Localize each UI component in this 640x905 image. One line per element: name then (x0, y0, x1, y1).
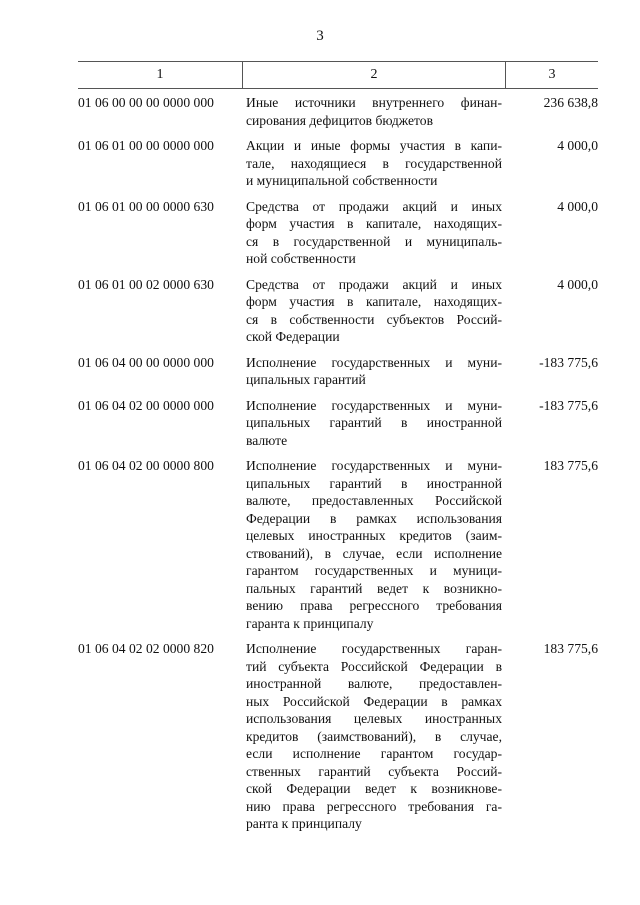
amount: -183 775,6 (539, 397, 598, 413)
description-line: пальных гарантий ведет к возникно- (246, 580, 502, 596)
description-line: Исполнение государственных гаран- (246, 641, 502, 656)
description (246, 640, 502, 833)
table-row (78, 640, 598, 833)
budget-code: 01 06 00 00 00 0000 000 (78, 95, 214, 110)
budget-code: 01 06 01 00 02 0000 630 (78, 276, 214, 292)
table-row (78, 94, 598, 129)
description-line: ципальных гарантий в иностранной (246, 475, 502, 491)
description-line: ных Российской Федерации в рамках (246, 693, 502, 709)
budget-code: 01 06 01 00 00 0000 630 (78, 198, 214, 214)
description-line: ной собственности (246, 251, 356, 266)
amount: 4 000,0 (557, 198, 598, 214)
description-line: Средства от продажи акций и иных (246, 276, 502, 292)
budget-code: 01 06 01 00 00 0000 000 (78, 138, 214, 153)
description-line: ственных гарантий субъекта Россий- (246, 763, 502, 779)
budget-code: 01 06 04 02 00 0000 000 (78, 397, 214, 413)
budget-code: 01 06 04 02 00 0000 800 (78, 458, 214, 473)
description-line: нию права регрессного требования га- (246, 798, 502, 814)
table-row (78, 354, 598, 389)
description (246, 198, 502, 268)
budget-code: 01 06 04 00 00 0000 000 (78, 354, 214, 370)
description-line: валюте, предоставленных Российской (246, 493, 502, 508)
table-row (78, 276, 598, 346)
budget-code: 01 06 04 02 02 0000 820 (78, 641, 214, 656)
description (246, 354, 502, 389)
description-line: гаранта к принципалу (246, 615, 374, 631)
description-line: тий субъекта Российской Федерации в (246, 658, 502, 674)
description (246, 397, 502, 450)
table-body (78, 94, 598, 841)
description (246, 94, 502, 129)
table-row (78, 137, 598, 190)
page-number: 3 (316, 28, 324, 44)
description (246, 276, 502, 346)
description-line: использования целевых иностранных (246, 711, 502, 726)
description-line: ся в государственной и муниципаль- (246, 233, 502, 249)
description-line: кредитов (заимствований), в случае, (246, 728, 502, 744)
description-line: целевых иностранных кредитов (заим- (246, 528, 502, 543)
description-line: ципальных гарантий (246, 372, 366, 387)
description-line: гарантом государственных и муници- (246, 563, 502, 578)
amount: 4 000,0 (557, 138, 598, 153)
column-header-1: 1 (156, 67, 164, 82)
column-header-2: 2 (242, 62, 506, 88)
description-line: ранта к принципалу (246, 816, 362, 831)
description-line: Исполнение государственных и муни- (246, 458, 502, 473)
amount: 183 775,6 (543, 458, 598, 473)
description-line: ципальных гарантий в иностранной (246, 415, 502, 430)
description-line: иностранной валюте, предоставлен- (246, 676, 502, 691)
description-line: ствований), в случае, если исполнение (246, 545, 502, 561)
description-line: Иные источники внутреннего финан- (246, 95, 502, 110)
description-line: вению права регрессного требования (246, 598, 502, 613)
description-line: сирования дефицитов бюджетов (246, 112, 434, 128)
description (246, 137, 502, 190)
description-line: ской Федерации (246, 329, 340, 344)
description-line: Федерации в рамках использования (246, 510, 502, 526)
table-header (78, 61, 598, 89)
amount: 4 000,0 (557, 276, 598, 292)
description-line: Средства от продажи акций и иных (246, 198, 502, 214)
amount: 236 638,8 (543, 95, 598, 110)
description-line: Акции и иные формы участия в капи- (246, 138, 502, 153)
description-line: Исполнение государственных и муни- (246, 397, 502, 413)
amount: 183 775,6 (543, 641, 598, 656)
description-line: ской Федерации ведет к возникнове- (246, 781, 502, 796)
description-line: форм участия в капитале, находящих- (246, 294, 502, 309)
table-row (78, 198, 598, 268)
description-line: ся в собственности субъектов Россий- (246, 311, 502, 327)
table-row (78, 457, 598, 632)
description (246, 457, 502, 632)
amount: -183 775,6 (539, 354, 598, 370)
description-line: Исполнение государственных и муни- (246, 354, 502, 370)
description-line: и муниципальной собственности (246, 173, 438, 188)
description-line: форм участия в капитале, находящих- (246, 216, 502, 231)
table-row (78, 397, 598, 450)
description-line: тале, находящиеся в государственной (246, 155, 502, 171)
column-header-3: 3 (548, 67, 556, 82)
description-line: валюте (246, 432, 288, 448)
description-line: если исполнение гарантом государ- (246, 746, 502, 761)
